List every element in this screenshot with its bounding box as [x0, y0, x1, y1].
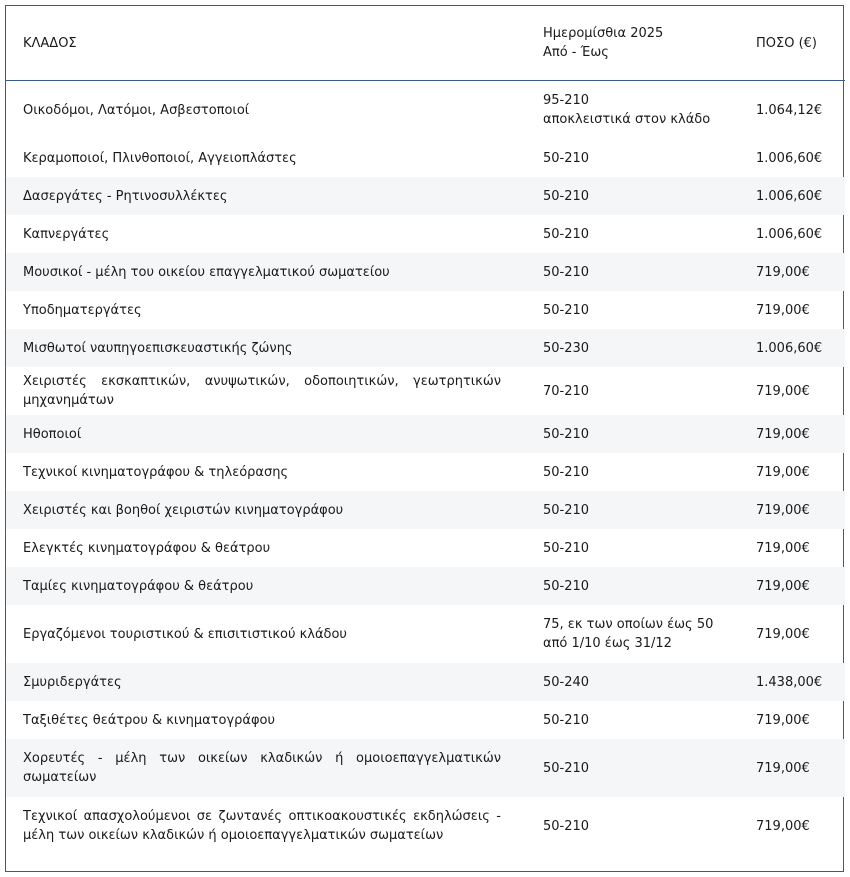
cell-amount: 719,00€ [756, 818, 810, 834]
table-row [6, 415, 845, 453]
cell-range: 50-210 [536, 567, 752, 605]
cell-range [536, 605, 752, 663]
cell-amount: 719,00€ [756, 464, 810, 480]
table-row [6, 605, 845, 663]
header-range-line2: Από - Έως [543, 45, 609, 60]
header-row [6, 6, 845, 81]
table-header [6, 6, 845, 81]
cell-range: 50-210 [543, 302, 590, 318]
table-row [6, 139, 845, 177]
cell-amount: 1.438,00€ [752, 663, 845, 701]
cell-klados: Καπνεργάτες [23, 226, 110, 242]
cell-amount: 1.064,12€ [756, 102, 823, 118]
table-row [6, 529, 845, 567]
cell-klados: Εργαζόμενοι τουριστικού & επισιτιστικού κλάδου [23, 626, 347, 642]
cell-range: 50-210 [543, 712, 590, 728]
table-row [6, 491, 845, 529]
cell-range: 70-210 [543, 383, 590, 399]
cell-amount: 719,00€ [756, 383, 810, 399]
cell-klados: Ελεγκτές κινηματογράφου & θεάτρου [23, 540, 271, 556]
cell-amount: 719,00€ [752, 491, 845, 529]
cell-amount: 719,00€ [752, 253, 845, 291]
cell-klados: Μισθωτοί ναυπηγοεπισκευαστικής ζώνης [6, 329, 536, 367]
table-row [6, 797, 845, 855]
cell-klados: Ταμίες κινηματογράφου & θεάτρου [6, 567, 536, 605]
table-row [6, 177, 845, 215]
table-row [6, 567, 845, 605]
cell-amount: 719,00€ [756, 302, 810, 318]
cell-klados: Τεχνικοί απασχολούμενοι σε ζωντανές οπτικοακουστικές εκδηλώσεις - μέλη των οικείων κλαδικών ή ομοιοεπαγγελματικών σωματείων [23, 809, 501, 843]
wage-table [6, 6, 845, 855]
cell-klados: Ηθοποιοί [6, 415, 536, 453]
cell-klados: Ταξιθέτες θεάτρου & κινηματογράφου [23, 712, 276, 728]
cell-amount: 719,00€ [756, 540, 810, 556]
cell-range: 50-210 [536, 415, 752, 453]
table-row [6, 215, 845, 253]
cell-klados: Χορευτές - μέλη των οικείων κλαδικών ή ομοιοεπαγγελματικών σωματείων [6, 739, 536, 797]
header-range [536, 6, 752, 81]
table-row [6, 367, 845, 415]
wage-table-container [5, 5, 844, 872]
cell-klados: Χειριστές και βοηθοί χειριστών κινηματογράφου [6, 491, 536, 529]
cell-range-line1: 75, εκ των οποίων έως 50 [543, 617, 714, 632]
table-row [6, 701, 845, 739]
cell-range-line1: 95-210 [543, 93, 590, 108]
cell-amount: 719,00€ [752, 739, 845, 797]
table-row [6, 663, 845, 701]
cell-klados: Μουσικοί - μέλη του οικείου επαγγελματικού σωματείου [6, 253, 536, 291]
table-row [6, 253, 845, 291]
table-row [6, 739, 845, 797]
cell-range: 50-230 [536, 329, 752, 367]
cell-range-line2: αποκλειστικά στον κλάδο [543, 112, 711, 127]
cell-range: 50-210 [536, 739, 752, 797]
cell-klados: Σμυριδεργάτες [6, 663, 536, 701]
cell-klados: Δασεργάτες - Ρητινοσυλλέκτες [6, 177, 536, 215]
table-row [6, 81, 845, 140]
cell-range: 50-210 [536, 253, 752, 291]
cell-amount: 719,00€ [756, 712, 810, 728]
table-row [6, 291, 845, 329]
cell-range: 50-210 [536, 177, 752, 215]
cell-klados: Χειριστές εκσκαπτικών, ανυψωτικών, οδοποιητικών, γεωτρητικών μηχανημάτων [23, 374, 501, 408]
cell-klados: Τεχνικοί κινηματογράφου & τηλεόρασης [23, 464, 289, 480]
header-amount: ΠΟΣΟ (€) [752, 6, 845, 81]
cell-range: 50-210 [543, 150, 590, 166]
cell-amount: 1.006,60€ [752, 177, 845, 215]
cell-range [536, 81, 752, 140]
cell-klados: Οικοδόμοι, Λατόμοι, Ασβεστοποιοί [23, 102, 250, 118]
cell-range: 50-210 [543, 818, 590, 834]
cell-klados: Κεραμοποιοί, Πλινθοποιοί, Αγγειοπλάστες [23, 150, 297, 166]
cell-amount: 719,00€ [752, 415, 845, 453]
table-row [6, 453, 845, 491]
table-row [6, 329, 845, 367]
header-range-line1: Ημερομίσθια 2025 [543, 26, 664, 41]
cell-range-line2: από 1/10 έως 31/12 [543, 636, 672, 651]
cell-klados: Υποδηματεργάτες [23, 302, 142, 318]
cell-range: 50-210 [543, 464, 590, 480]
cell-amount: 719,00€ [756, 626, 810, 642]
cell-amount: 719,00€ [752, 567, 845, 605]
cell-amount: 1.006,60€ [752, 329, 845, 367]
cell-amount: 1.006,60€ [756, 226, 823, 242]
cell-amount: 1.006,60€ [756, 150, 823, 166]
cell-range: 50-210 [536, 491, 752, 529]
header-klados: ΚΛΑΔΟΣ [6, 6, 536, 81]
table-body [6, 81, 845, 856]
cell-range: 50-210 [543, 226, 590, 242]
cell-range: 50-210 [543, 540, 590, 556]
cell-range: 50-240 [536, 663, 752, 701]
